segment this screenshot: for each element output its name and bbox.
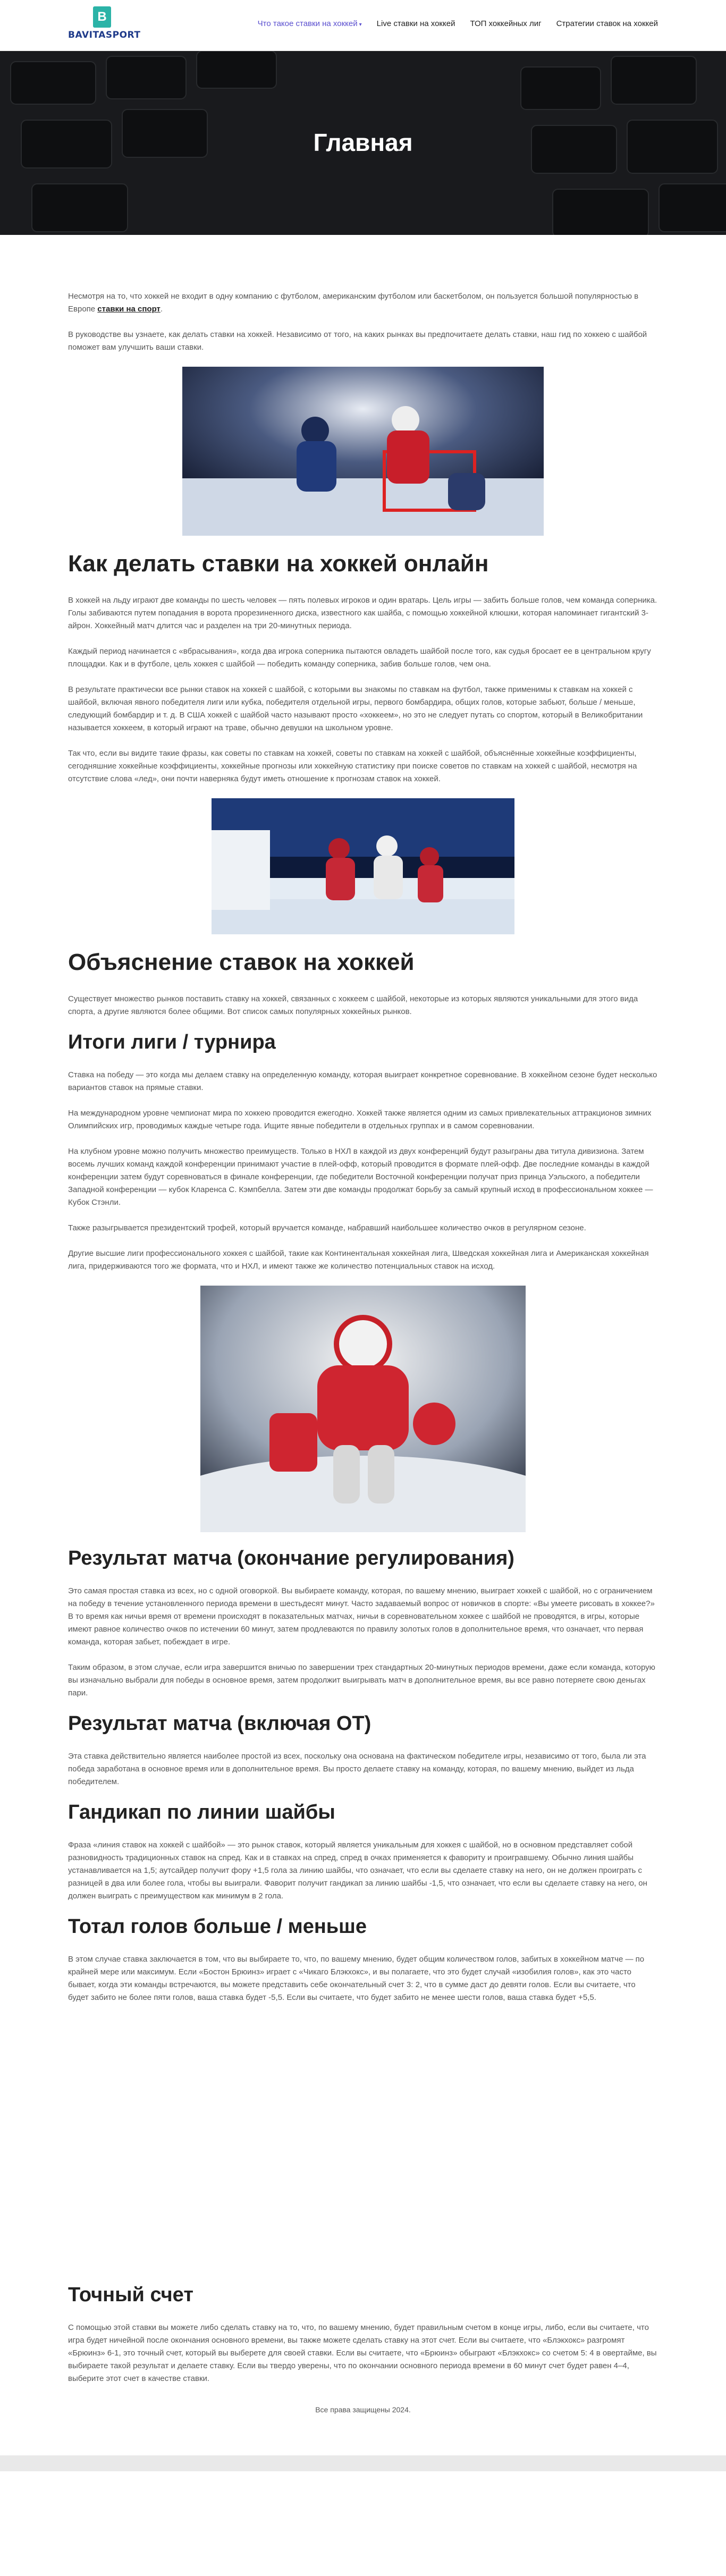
handicap-paragraph: Фраза «линия ставок на хоккей с шайбой» — это рынок ставок, который является уникальным для хоккея с шайбой, но в основном представляет собой разновидность традиционных ставок на спред. Как и в ставках на спред, спред в очках применяется к фавориту и проигравшему. Обычно линия шайбы устанавливается на 1,5; аутсайдер получит фору +1,5 гола за линию шайбы, что означает, что если вы сделаете ставку на него, он не должен проиграть с разницей в два или более гола, чтобы вы выиграли. Фаворит получит гандикап за линию шайбы -1,5, что означает, что если вы сделаете ставку на него, он должен выиграть с преимуществом как минимум в 2 гола.	[68, 1840, 647, 1901]
online-paragraph-1: В хоккей на льду играют две команды по шесть человек — пять полевых игроков и один вратарь. Цель игры — забить больше голов, чем команда соперника. Голы забиваются путем попадания в ворота прорезиненного диска, известного как шайба, с помощью хоккейной клюшки, которая напоминает гигантский 3-айрон. Хоккейный матч длится час и разделен на три 20-минутных периода.	[68, 596, 657, 630]
result-paragraph-2: Таким образом, в этом случае, если игра завершится вничью по завершении трех стандартных 20-минутных периодов времени, даже если команда, которую вы изначально выбрали для победы в основное время, затем продолжит выигрывать матч в дополнительное время, вы все равно потеряете свою деньгах пари.	[68, 1663, 655, 1697]
logo-badge: B	[93, 6, 111, 28]
main-nav	[258, 19, 658, 28]
nav-item-strategies[interactable]: Стратегии ставок на хоккей	[556, 19, 658, 28]
site-logo[interactable]	[68, 6, 141, 45]
section-title-total: Тотал голов больше / меньше	[68, 1915, 367, 1938]
section-title-league: Итоги лиги / турнира	[68, 1031, 276, 1053]
goalie-image	[200, 1286, 526, 1532]
chevron-down-icon: ▾	[359, 22, 362, 28]
copyright-text: Все права защищены 2024.	[315, 2405, 411, 2414]
league-paragraph-1: Ставка на победу — это когда мы делаем ставку на определенную команду, которая выиграет конкретное соревнование. В хоккейном сезоне будет несколько вариантов ставок на прямые ставки.	[68, 1070, 657, 1092]
hero-banner	[0, 51, 726, 235]
intro-paragraph-2: В руководстве вы узнаете, как делать ставки на хоккей. Независимо от того, на каких рынках вы предпочитаете делать ставки, наш гид по хоккею с шайбой поможет вам улучшить ваши ставки.	[68, 330, 647, 352]
site-footer	[0, 2398, 726, 2455]
site-header	[0, 0, 726, 51]
ot-paragraph: Эта ставка действительно является наиболее простой из всех, поскольку она основана на фактическом победителе игры, независимо от того, была ли эта победа заработана в основное время или в дополнительное время. Вы просто делаете ставку на команду, которая, по вашему мнению, выйдет из льда победителем.	[68, 1752, 646, 1786]
league-paragraph-2: На международном уровне чемпионат мира по хоккею проводится ежегодно. Хоккей также является одним из самых привлекательных аттракционов зимних Олимпийских игр, проводимых каждые четыре года. Ищите явные победители в отдельных группах и в самом соревновании.	[68, 1109, 652, 1130]
explain-paragraph: Существует множество рынков поставить ставку на хоккей, связанных с хоккеем с шайбой, некоторые из которых являются уникальными для этого вида спорта, а другие являются более общими. Вот список самых популярных хоккейных рынков.	[68, 994, 638, 1016]
section-title-exact: Точный счет	[68, 2284, 193, 2306]
online-paragraph-2: Каждый период начинается с «вбрасывания», когда два игрока соперника пытаются овладеть шайбой после того, как судья бросает ее в центральном кругу площадки. Как и в футболе, цель хоккея с шайбой — победить команду соперника, забив больше голов, чем она.	[68, 647, 651, 669]
section-title-online: Как делать ставки на хоккей онлайн	[68, 551, 489, 577]
logo-text: BAVITASPORT	[68, 30, 141, 40]
section-title-explain: Объяснение ставок на хоккей	[68, 949, 415, 975]
total-paragraph: В этом случае ставка заключается в том, что вы выбираете то, что, по вашему мнению, будет общим количеством голов, забитых в хоккейном матче — по крайней мере или максимум. Если «Бостон Брюинз» играет с «Чикаго Блэкхокс», и вы полагаете, что это будет случай «изобилия голов», как это часто бывает, когда эти команды встречаются, вы можете представить себе окончательный счет 3: 2, что в сумме даст до девяти голов. Если вы считаете, что будет забито не более пяти голов, ваша ставка будет -5,5. Если вы считаете, что будет забито не менее шести голов, ваша ставка будет +5,5.	[68, 1955, 645, 2002]
league-paragraph-3: На клубном уровне можно получить множество преимуществ. Только в НХЛ в каждой из двух конференций будут разыграны два титула дивизиона. Затем восемь лучших команд каждой конференции принимают участие в плей-офф, который проводится в формате плей-офф. Две последние команды в каждой конференции затем будут соревноваться в финале конференции, где победители Восточной конференции получат приз принца Уэльского, а победители Западной конференции — кубок Кларенса С. Кэмпбелла. Затем эти две команды продолжат борьбу за самый крупный исход в профессиональном хоккее — Кубок Стэнли.	[68, 1147, 653, 1207]
hockey-match-image	[182, 367, 544, 536]
section-title-handicap: Гандикап по линии шайбы	[68, 1801, 335, 1823]
result-paragraph-1: Это самая простая ставка из всех, но с одной оговоркой. Вы выбираете команду, которая, по вашему мнению, выиграет хоккей с шайбой, но с ограничением на победу в течение установленного периода времени в шестьдесят минут. Часто задаваемый вопрос от новичков в спорте: «Вы умеете рисовать в хоккее?» В то время как ничьи время от времени происходят в показательных матчах, ничьи в соревновательном хоккее с шайбой не проводятся, в игры, которые имеют равное количество очков по истечении 60 минут, затем продлеваются по правилу золотых голов в дополнительное время, что означает, что первая команда, которая забьет, побеждает в игре.	[68, 1586, 655, 1646]
sports-betting-link[interactable]: ставки на спорт	[97, 305, 161, 314]
nav-item-hockey-betting[interactable]: Что такое ставки на хоккей ▾	[257, 19, 362, 28]
online-paragraph-3: В результате практически все рынки ставок на хоккей с шайбой, с которыми вы знакомы по ставкам на футбол, также применимы к ставкам на хоккей с шайбой, включая явного победителя лиги или кубка, победителя отдельной игры, первого бомбардира, общих голов, которые забьют, больше / меньше, следующий бомбардир и т. д. В США хоккей с шайбой часто называют просто «хоккеем», но это не следует путать со спортом, который в Великобритании называется хоккеем, в который играют на траве, обычно девушки на школьном уровне.	[68, 685, 643, 732]
hockey-players-image	[212, 798, 514, 934]
section-title-ot: Результат матча (включая OT)	[68, 1712, 372, 1735]
league-paragraph-4: Также разыгрывается президентский трофей, который вручается команде, набравший наибольшее количество очков в регулярном сезоне.	[68, 1223, 586, 1232]
online-paragraph-4: Так что, если вы видите такие фразы, как советы по ставкам на хоккей, советы по ставкам на хоккей с шайбой, объяснённые хоккейные коэффициенты, сегодняшние хоккейные коэффициенты, хоккейные прогнозы или хоккейную статистику при поиске советов по ставкам на хоккей с шайбой, несмотря на отсутствие слова «лед», они почти наверняка будут иметь отношение к прогнозам ставок на хоккей.	[68, 749, 637, 783]
league-paragraph-5: Другие высшие лиги профессионального хоккея с шайбой, такие как Континентальная хоккейная лига, Шведская хоккейная лига и Американская хоккейная лига, придерживаются того же формата, что и НХЛ, и имеют также же количество потенциальных ставок на исход.	[68, 1249, 649, 1271]
page-title: Главная	[313, 129, 413, 156]
intro-paragraph: Несмотря на то, что хоккей не входит в одну компанию с футболом, американским футболом или баскетболом, он пользуется большой популярностью в Европе ставки на спорт.	[68, 292, 639, 314]
nav-item-top-leagues[interactable]: ТОП хоккейных лиг	[470, 19, 542, 28]
article-content	[68, 235, 658, 2385]
footer-band	[0, 2455, 726, 2471]
section-title-result: Результат матча (окончание регулирования)	[68, 1547, 514, 1569]
nav-item-live-betting[interactable]: Live ставки на хоккей	[376, 19, 455, 28]
exact-paragraph: С помощью этой ставки вы можете либо сделать ставку на то, что, по вашему мнению, будет правильным счетом в конце игры, либо, если вы считаете, что игра будет ничейной после окончания основного времени, вы также можете сделать ставку на этот счет. Если вы считаете, что «Блэкхокс» разгромят «Брюинз» 6-1, это точный счет, который вы выберете для своей ставки. Если вы считаете, что «Брюинз» обыграют «Блэкхокс» со счетом 5: 4 в овертайме, вы выбираете такой результат и делаете ставку. Если вы твердо уверены, что по окончании основного периода времени в 60 минут счет будет равен 4–4, выберите этот счет в качестве ставки.	[68, 2323, 657, 2383]
